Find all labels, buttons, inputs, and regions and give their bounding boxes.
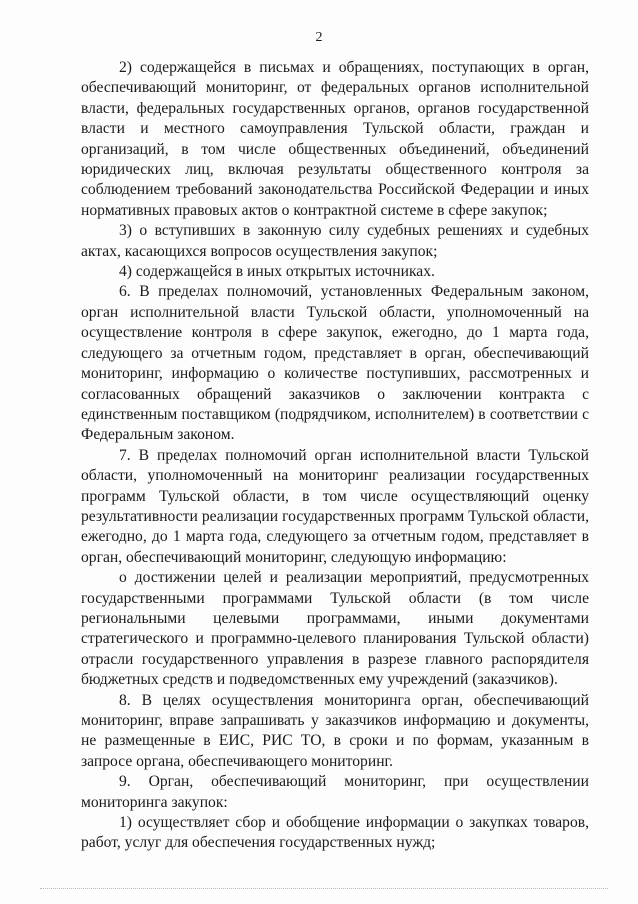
- paragraph-clause-9: 9. Орган, обеспечивающий мониторинг, при осуществлении мониторинга закупок:: [81, 773, 589, 811]
- page-number: 2: [315, 30, 323, 45]
- scan-edge-line: [40, 888, 608, 890]
- paragraph-clause-9-item-1: 1) осуществляет сбор и обобщение информации о закупках товаров, работ, услуг для обеспечения государственных нужд;: [81, 814, 589, 852]
- paragraph-item-3: 3) о вступивших в законную силу судебных решениях и судебных актах, касающихся вопросов осуществления закупок;: [81, 222, 589, 260]
- document-body: [81, 58, 589, 854]
- paragraph-clause-7: 7. В пределах полномочий орган исполнительной власти Тульской области, уполномоченный на мониторинг реализации государственных программ Тульской области, в том числе осуществляющий оценку результативности реализации государственных программ Тульской области, ежегодно, до 1 марта года, следующего за отчетным годом, представляет в орган, обеспечивающий мониторинг, следующую информацию:: [81, 446, 589, 566]
- paragraph-clause-8: 8. В целях осуществления мониторинга орган, обеспечивающий мониторинг, вправе запрашивать у заказчиков информацию и документы, не размещенные в ЕИС, РИС ТО, в сроки и по формам, указанным в запросе органа, обеспечивающего мониторинг.: [81, 691, 589, 770]
- paragraph-item-2: 2) содержащейся в письмах и обращениях, поступающих в орган, обеспечивающий мониторинг, от федеральных органов исполнительной власти, федеральных государственных органов, органов государственной власти и местного самоуправления Тульской области, граждан и организаций, в том числе общественных объединений, объединений юридических лиц, включая результаты общественного контроля за соблюдением требований законодательства Российской Федерации и иных нормативных правовых актов о контрактной системе в сфере закупок;: [81, 59, 589, 219]
- paragraph-item-4: 4) содержащейся в иных открытых источниках.: [119, 263, 435, 281]
- paragraph-clause-6: 6. В пределах полномочий, установленных Федеральным законом, орган исполнительной власти Тульской области, уполномоченный на осуществление контроля в сфере закупок, ежегодно, до 1 марта года, следующего за отчетным годом, представляет в орган, обеспечивающий мониторинг, информацию о количестве поступивших, рассмотренных и согласованных обращений заказчиков о заключении контракта с единственным поставщиком (подрядчиком, исполнителем) в соответствии с Федеральным законом.: [81, 283, 589, 444]
- paragraph-clause-7-info: о достижении целей и реализации мероприятий, предусмотренных государственными программами Тульской области (в том числе региональными целевыми программами, иными документами стратегического и программно-целевого планирования Тульской области) отрасли государственного управления в разрезе главного распорядителя бюджетных средств и подведомственных ему учреждений (заказчиков).: [81, 569, 589, 689]
